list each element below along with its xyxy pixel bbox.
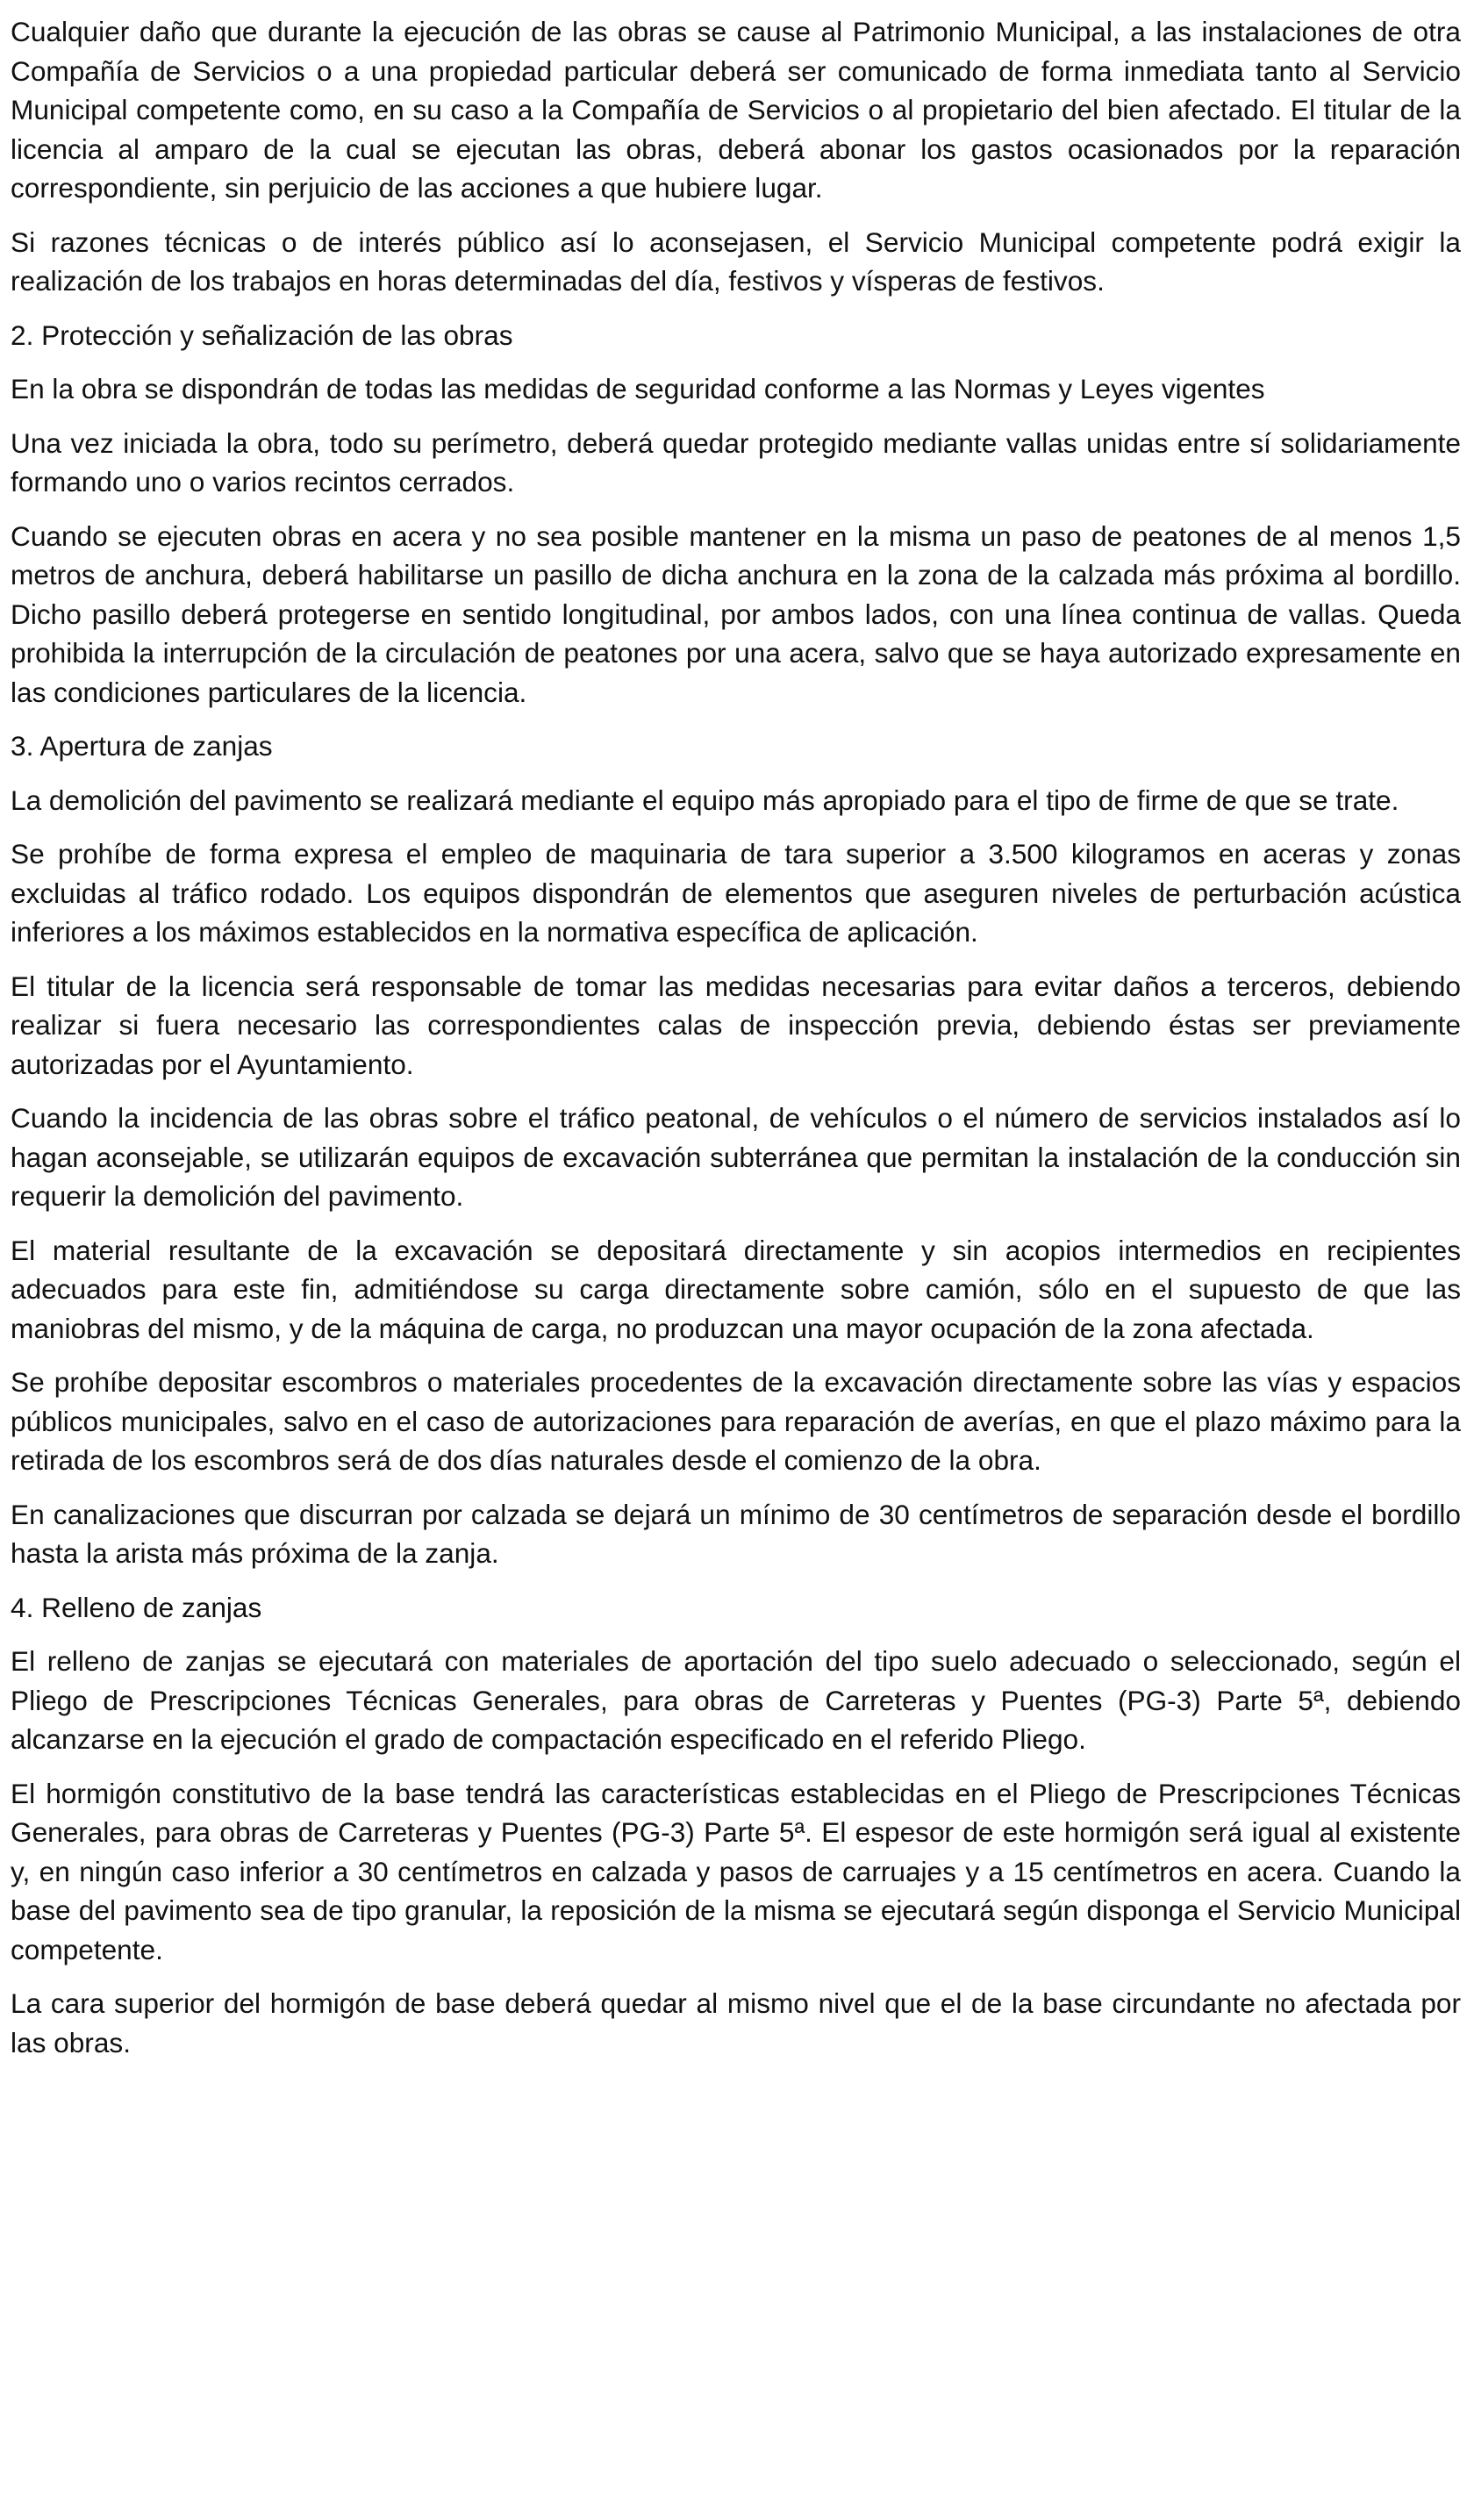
paragraph-pavement-demolition: La demolición del pavimento se realizará mediante el equipo más apropiado para el tipo de firme de que se trate. xyxy=(11,784,1399,816)
paragraph-work-hours: Si razones técnicas o de interés público así lo aconsejasen, el Servicio Municipal competente podrá exigir la realización de los trabajos en horas determinadas del día, festivos y vísperas de festivos. xyxy=(11,226,1461,297)
paragraph-damage-notification: Cualquier daño que durante la ejecución de las obras se cause al Patrimonio Municipal, a las instalaciones de otra Compañía de Servicios o a una propiedad particular deberá ser comunicado de forma inmediata tanto al Servicio Municipal competente como, en su caso a la Compañía de Servicios o al propietario del bien afectado. El titular de la licencia al amparo de la cual se ejecutan las obras, deberá abonar los gastos ocasionados por la reparación correspondiente, sin perjuicio de las acciones a que hubiere lugar. xyxy=(11,16,1461,204)
paragraph-perimeter-fencing: Una vez iniciada la obra, todo su perímetro, deberá quedar protegido mediante vallas unidas entre sí solidariamente formando uno o varios recintos cerrados. xyxy=(11,426,1461,498)
paragraph-base-concrete: El hormigón constitutivo de la base tendrá las características establecidas en el Pliego de Prescripciones Técnicas Generales, para obras de Carreteras y Puentes (PG-3) Parte 5ª. El espesor de este hormigón será igual al existente y, en ningún caso inferior a 30 centímetros en calzada y pasos de carruajes y a 15 centímetros en acera. Cuando la base del pavimento sea de tipo granular, la reposición de la misma se ejecutará según disponga el Servicio Municipal competente. xyxy=(11,1777,1461,1965)
paragraph-debris-prohibition: Se prohíbe depositar escombros o materiales procedentes de la excavación directamente sobre las vías y espacios públicos municipales, salvo en el caso de autorizaciones para reparación de averías, en que el plazo máximo para la retirada de los escombros será de dos días naturales desde el comienzo de la obra. xyxy=(11,1366,1461,1476)
paragraph-base-level: La cara superior del hormigón de base deberá quedar al mismo nivel que el de la base circundante no afectada por las obras. xyxy=(11,1987,1461,2058)
paragraph-safety-measures: En la obra se dispondrán de todas las medidas de seguridad conforme a las Normas y Leyes vigentes xyxy=(11,373,1265,404)
section-heading-trench-filling: 4. Relleno de zanjas xyxy=(11,1591,262,1623)
paragraph-machinery-limits: Se prohíbe de forma expresa el empleo de maquinaria de tara superior a 3.500 kilogramos en aceras y zonas excluidas al tráfico rodado. Los equipos dispondrán de elementos que aseguren niveles de perturbación acústica inferiores a los máximos establecidos en la normativa específica de aplicación. xyxy=(11,838,1461,948)
paragraph-pedestrian-passage: Cuando se ejecuten obras en acera y no sea posible mantener en la misma un paso de peatones de al menos 1,5 metros de anchura, deberá habilitarse un pasillo de dicha anchura en la zona de la calzada más próxima al bordillo. Dicho pasillo deberá protegerse en sentido longitudinal, por ambos lados, con una línea continua de vallas. Queda prohibida la interrupción de la circulación de peatones por una acera, salvo que se haya autorizado expresamente en las condiciones particulares de la licencia. xyxy=(11,519,1461,708)
document-page xyxy=(11,12,1461,2077)
paragraph-licence-holder-responsibility: El titular de la licencia será responsable de tomar las medidas necesarias para evitar daños a terceros, debiendo realizar si fuera necesario las correspondientes calas de inspección previa, debiendo éstas ser previamente autorizadas por el Ayuntamiento. xyxy=(11,970,1461,1080)
paragraph-fill-materials: El relleno de zanjas se ejecutará con materiales de aportación del tipo suelo adecuado o seleccionado, según el Pliego de Prescripciones Técnicas Generales, para obras de Carreteras y Puentes (PG-3) Parte 5ª, debiendo alcanzarse en la ejecución el grado de compactación especificado en el referido Pliego. xyxy=(11,1645,1461,1755)
paragraph-underground-excavation: Cuando la incidencia de las obras sobre el tráfico peatonal, de vehículos o el número de servicios instalados así lo hagan aconsejable, se utilizarán equipos de excavación subterránea que permitan la instalación de la conducción sin requerir la demolición del pavimento. xyxy=(11,1102,1461,1212)
section-heading-protection: 2. Protección y señalización de las obras xyxy=(11,319,513,351)
paragraph-kerb-separation: En canalizaciones que discurran por calzada se dejará un mínimo de 30 centímetros de separación desde el bordillo hasta la arista más próxima de la zanja. xyxy=(11,1498,1461,1569)
paragraph-excavated-material: El material resultante de la excavación se depositará directamente y sin acopios intermedios en recipientes adecuados para este fin, admitiéndose su carga directamente sobre camión, sólo en el supuesto de que las maniobras del mismo, y de la máquina de carga, no produzcan una mayor ocupación de la zona afectada. xyxy=(11,1234,1461,1344)
section-heading-trench-opening: 3. Apertura de zanjas xyxy=(11,730,273,762)
